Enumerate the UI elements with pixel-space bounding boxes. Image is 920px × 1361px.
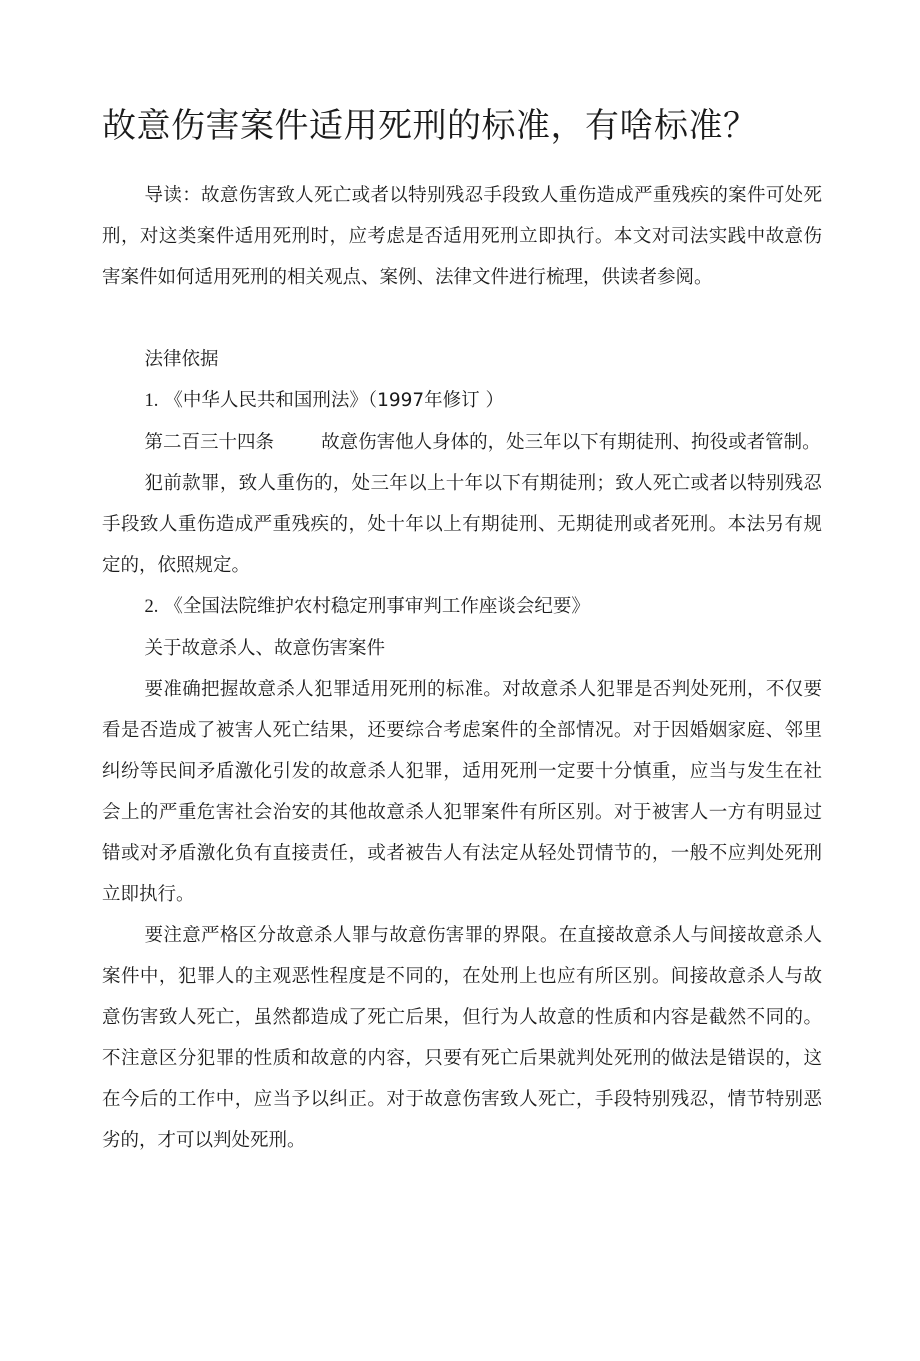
article-text: 故意伤害他人身体的，处三年以下有期徒刑、拘役或者管制。 <box>321 432 821 453</box>
page-title: 故意伤害案件适用死刑的标准，有啥标准？ <box>102 106 758 146</box>
paragraph-gap <box>102 298 822 339</box>
law-item-2 <box>102 586 822 628</box>
law-item-1-title: 《中华人民共和国刑法》（1997年修订 ） <box>164 390 505 411</box>
article-paragraph <box>102 422 822 463</box>
law-item-2-title: 《全国法院维护农村稳定刑事审判工作座谈会纪要》 <box>164 596 590 617</box>
article-body <box>102 175 822 1161</box>
intro-paragraph: 导读：故意伤害致人死亡或者以特别残忍手段致人重伤造成严重残疾的案件可处死刑，对这类案件适用死刑时，应考虑是否适用死刑立即执行。本文对司法实践中故意伤害案件如何适用死刑的相关观点、案例、法律文件进行梳理，供读者参阅。 <box>102 185 822 288</box>
standard-paragraph: 要准确把握故意杀人犯罪适用死刑的标准。对故意杀人犯罪是否判处死刑，不仅要看是否造成了被害人死亡结果，还要综合考虑案件的全部情况。对于因婚姻家庭、邻里纠纷等民间矛盾激化引发的故意杀人犯罪，适用死刑一定要十分慎重，应当与发生在社会上的严重危害社会治安的其他故意杀人犯罪案件有所区别。对于被害人一方有明显过错或对矛盾激化负有直接责任，或者被告人有法定从轻处罚情节的，一般不应判处死刑立即执行。 <box>102 679 822 905</box>
penalty-paragraph: 犯前款罪，致人重伤的，处三年以上十年以下有期徒刑；致人死亡或者以特别残忍手段致人重伤造成严重残疾的，处十年以上有期徒刑、无期徒刑或者死刑。本法另有规定的，依照规定。 <box>102 473 822 576</box>
article-label: 第二百三十四条 <box>144 432 275 453</box>
distinguish-paragraph: 要注意严格区分故意杀人罪与故意伤害罪的界限。在直接故意杀人与间接故意杀人案件中，犯罪人的主观恶性程度是不同的，在处刑上也应有所区别。间接故意杀人与故意伤害致人死亡，虽然都造成了死亡后果，但行为人故意的性质和内容是截然不同的。不注意区分犯罪的性质和故意的内容，只要有死亡后果就判处死刑的做法是错误的，这在今后的工作中，应当予以纠正。对于故意伤害致人死亡，手段特别残忍，情节特别恶劣的，才可以判处死刑。 <box>102 925 822 1151</box>
law-item-1-number: 1. <box>144 391 159 411</box>
law-item-2-number: 2. <box>144 597 159 617</box>
subheading: 关于故意杀人、故意伤害案件 <box>144 638 386 659</box>
law-item-1 <box>102 380 822 422</box>
section-heading: 法律依据 <box>144 349 219 370</box>
